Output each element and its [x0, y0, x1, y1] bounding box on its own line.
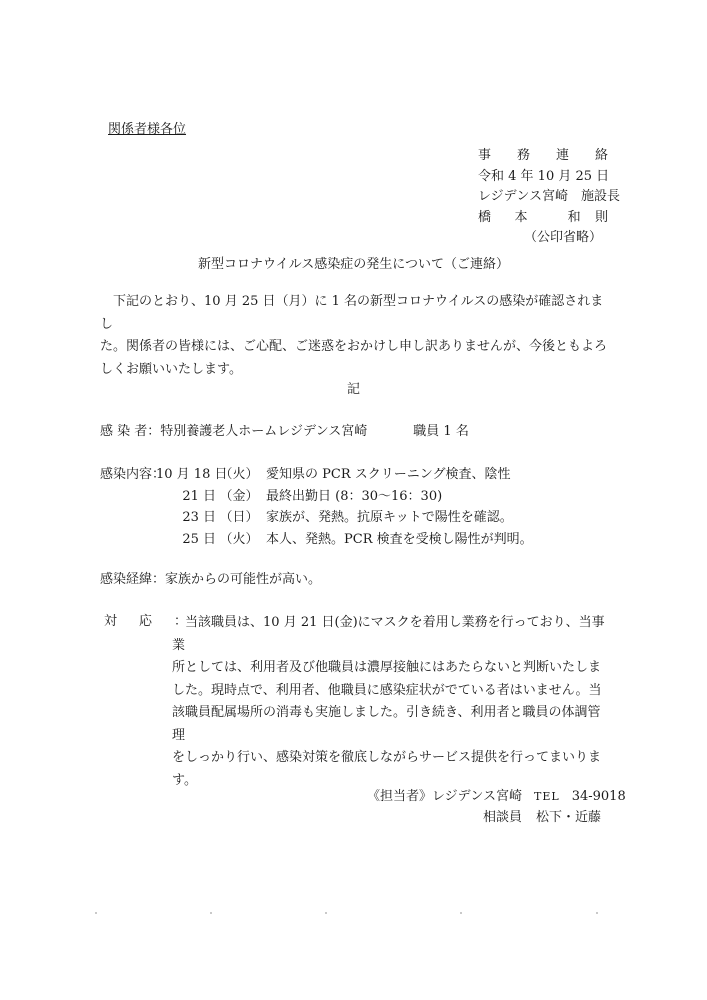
contact-role: 相談員 [483, 810, 523, 825]
infection-route-row [100, 570, 321, 590]
intro-line: しくお願いいたします。 [100, 361, 242, 377]
history-entry: 25 日 （火） 本人、発熱。PCR 検査を受検し陽性が判明。 [182, 531, 533, 547]
sender-name: 橋 本 和 則 [478, 209, 608, 225]
subject-title: 新型コロナウイルス感染症の発生について（ご連絡） [198, 257, 509, 272]
route-label: 感染経緯： [100, 572, 166, 587]
history-entry: 23 日 （日） 家族が、発熱。抗原キットで陽性を確認。 [182, 510, 513, 525]
scan-dot [95, 912, 97, 914]
response-body [172, 612, 612, 792]
seal-note: （公印省略） [523, 230, 602, 245]
contact-staff [483, 808, 601, 828]
intro-paragraph [100, 291, 612, 381]
scan-dot [596, 912, 598, 914]
scan-dot [460, 912, 462, 914]
response-label: 対 応 ： [104, 614, 188, 629]
document-date: 令和 4 年 10 月 25 日 [478, 168, 610, 184]
response-line: す。 [172, 772, 197, 788]
addressee: 関係者様各位 [108, 122, 187, 137]
infected-detail: 職員 1 名 [413, 424, 469, 439]
infected-facility: 特別養護老人ホームレジデンス宮崎 [160, 424, 368, 439]
response-line: した。現時点で、利用者、他職員に感染症状がでている者はいません。当 [172, 682, 602, 698]
tel-label: TEL [534, 790, 560, 803]
history-entry: 21 日 （金） 最終出勤日 (8：30〜16：30) [182, 488, 443, 504]
response-line: 当該職員は、10 月 21 日(金)にマスクを着用し業務を行っており、当事業 [172, 615, 605, 653]
response-line: をしっかり行い、感染対策を徹底しながらサービス提供を行ってまいりま [172, 750, 602, 765]
contact-label: 《担当者》レジデンス宮崎 [367, 789, 523, 804]
ki-heading: 記 [346, 382, 360, 397]
response-line: 所としては、利用者及び他職員は濃厚接触にはあたらないと判断いたしま [172, 660, 602, 675]
route-text: 家族からの可能性が高い。 [165, 572, 322, 587]
intro-line: 下記のとおり、10 月 25 日（月）に 1 名の新型コロナウイルスの感染が確認されまし [100, 294, 604, 332]
infection-history [100, 464, 533, 550]
intro-line: た。関係者の皆様には、ご心配、ご迷惑をおかけし申し訳ありませんが、今後ともよろ [100, 339, 608, 354]
document-type: 事 務 連 絡 [478, 148, 608, 163]
response-line: 該職員配属場所の消毒も実施しました。引き続き、利用者と職員の体調管理 [172, 705, 601, 743]
infected-person-row [100, 422, 469, 442]
contact-names: 松下・近藤 [536, 810, 602, 825]
tel-number: 34-9018 [571, 789, 626, 804]
history-label: 感染内容： [100, 467, 166, 482]
scan-dot [325, 912, 327, 914]
sender-block [478, 146, 621, 249]
sender-facility-role: レジデンス宮崎 施設長 [478, 189, 621, 204]
infected-label: 感 染 者： [100, 424, 161, 439]
scan-dot [210, 912, 212, 914]
history-entry: 感染内容： 10 月 18 日 （火） 愛知県の PCR スクリーニング検査、陰性 [100, 464, 533, 486]
contact-line [367, 787, 626, 807]
